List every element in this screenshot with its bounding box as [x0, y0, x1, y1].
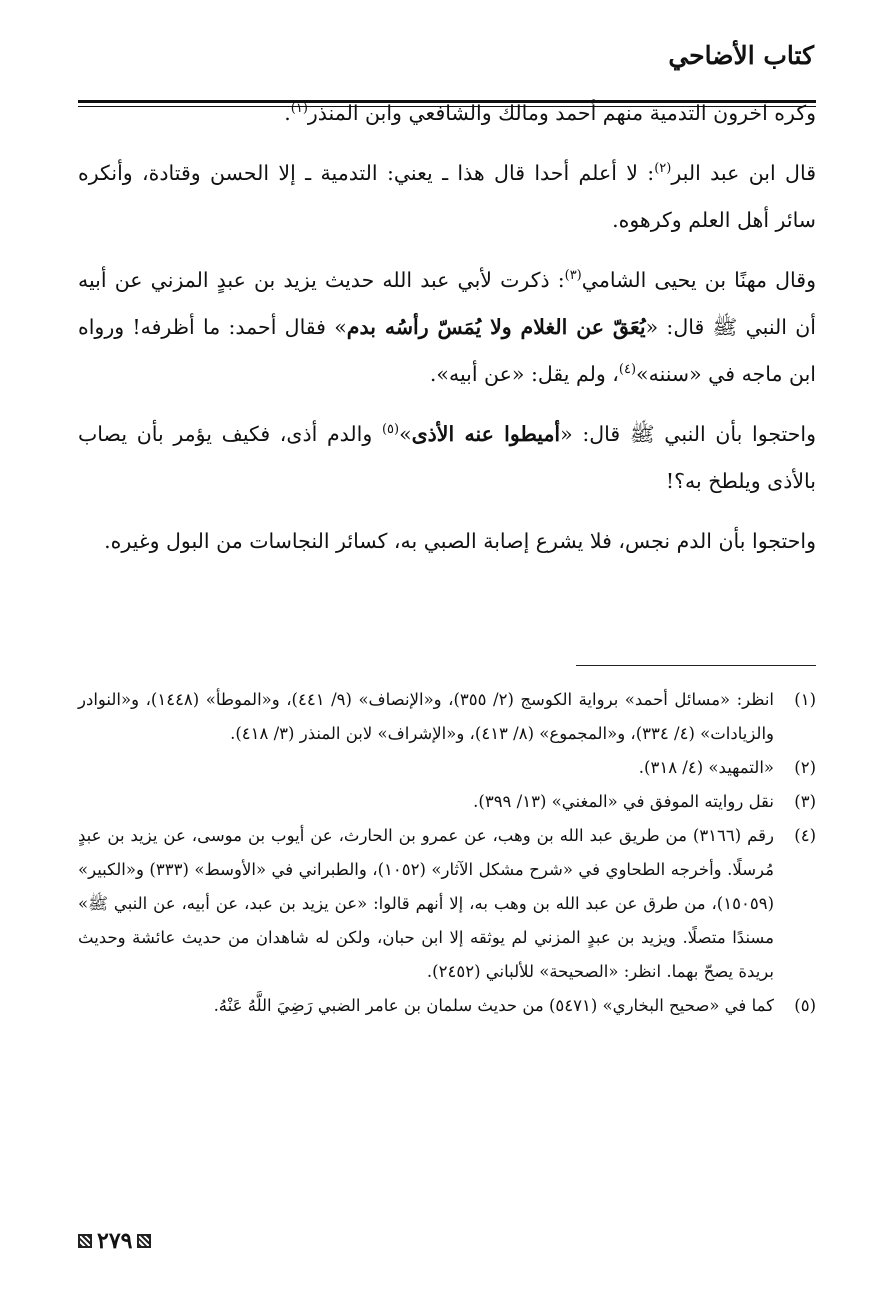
paragraph — [78, 150, 816, 244]
footnote — [78, 785, 816, 819]
footnote-number: (٥) — [794, 996, 816, 1015]
text-segment: » — [399, 422, 412, 446]
text-segment: ، ولم يقل: «عن أبيه». — [429, 362, 619, 386]
footnotes — [78, 683, 816, 1023]
footnote-ref: (١) — [290, 101, 308, 117]
book-page — [78, 0, 816, 1290]
text-segment: قال ابن عبد البر — [671, 161, 816, 185]
footnote-text: كما في «صحيح البخاري» (٥٤٧١) من حديث سلمان بن عامر الضبي رَضِيَ اللَّهُ عَنْهُ. — [213, 996, 774, 1015]
footnote-number: (٣) — [794, 792, 816, 811]
text-segment: . — [284, 101, 291, 125]
footnote — [78, 683, 816, 751]
ornament-icon — [137, 1234, 151, 1248]
header-title: كتاب الأضاحي — [668, 41, 814, 70]
footnote-text: انظر: «مسائل أحمد» برواية الكوسج (٢/ ٣٥٥)، و«الإنصاف» (٩/ ٤٤١)، و«الموطأ» (١٤٤٨)، و«النوادر والزيادات» (٤/ ٣٣٤)، و«المجموع» (٨/ ٤١٣)، و«الإشراف» لابن المنذر (٣/ ٤١٨). — [78, 690, 774, 743]
hadith-text: أميطوا عنه الأذى — [411, 422, 561, 446]
text-segment: : لا أعلم أحدا قال هذا ـ يعني: التدمية ـ إلا الحسن وقتادة، وأنكره سائر أهل العلم وكرهوه. — [78, 161, 816, 232]
paragraph — [78, 257, 816, 398]
footnote-ref: (٥) — [381, 422, 400, 438]
running-header — [78, 30, 816, 74]
footnote-number: (١) — [794, 690, 816, 709]
text-segment: » فقال أحمد: ما أظرفه! ورواه ابن ماجه في «سننه» — [78, 315, 816, 386]
text-segment: واحتجوا بأن الدم نجس، فلا يشرع إصابة الصبي به، كسائر النجاسات من البول وغيره. — [104, 529, 816, 553]
text-segment: وقال مهنًا بن يحيى الشامي — [581, 268, 816, 292]
ornament-icon — [78, 1234, 92, 1248]
footnote — [78, 751, 816, 785]
footnote-ref: (٤) — [618, 362, 637, 378]
footnote-text: «التمهيد» (٤/ ٣١٨). — [638, 758, 774, 777]
footnote — [78, 989, 816, 1023]
page-number: ٢٧٩ — [97, 1228, 133, 1254]
text-segment: وكره آخرون التدمية منهم أحمد ومالك والشافعي وابن المنذر — [307, 101, 816, 125]
footnote-text: نقل روايته الموفق في «المغني» (١٣/ ٣٩٩). — [473, 792, 774, 811]
footnote-separator — [576, 665, 816, 666]
footnote-number: (٤) — [794, 826, 816, 845]
footnote — [78, 819, 816, 989]
footnote-text: رقم (٣١٦٦) من طريق عبد الله بن وهب، عن عمرو بن الحارث، عن أيوب بن موسى، عن يزيد بن عبدٍ مُرسلًا. وأخرجه الطحاوي في «شرح مشكل الآثار» (١٠٥٢)، والطبراني في «الأوسط» (٣٣٣) و«الكبير» (١٥٠٥٩)، من طرق عن عبد الله بن وهب به، إلا أنهم قالوا: «عن يزيد بن عبد، عن أبيه، عن النبي ﷺ» مسندًا متصلًا. ويزيد بن عبدٍ المزني لم يوثقه إلا ابن حبان، ولكن له شاهدان من حديث عائشة وحديث بريدة يصحّ بهما. انظر: «الصحيحة» للألباني (٢٤٥٢). — [78, 826, 774, 981]
text-segment: والدم أذى، فكيف يؤمر بأن يصاب بالأذى ويلطخ به؟! — [78, 422, 816, 493]
paragraph — [78, 411, 816, 505]
main-text — [78, 90, 816, 565]
footnote-number: (٢) — [794, 758, 816, 777]
page-footer — [78, 1227, 151, 1255]
footnote-ref: (٢) — [654, 161, 672, 177]
text-segment: واحتجوا بأن النبي ﷺ قال: « — [560, 422, 817, 446]
hadith-text: يُعَقّ عن الغلام ولا يُمَسّ رأسُه بدم — [346, 315, 646, 339]
paragraph — [78, 90, 816, 137]
paragraph — [78, 518, 816, 565]
footnote-ref: (٣) — [564, 268, 582, 284]
text-segment: : ذكرت لأبي عبد الله حديث يزيد بن عبدٍ المزني عن أبيه أن النبي ﷺ قال: « — [78, 268, 816, 339]
